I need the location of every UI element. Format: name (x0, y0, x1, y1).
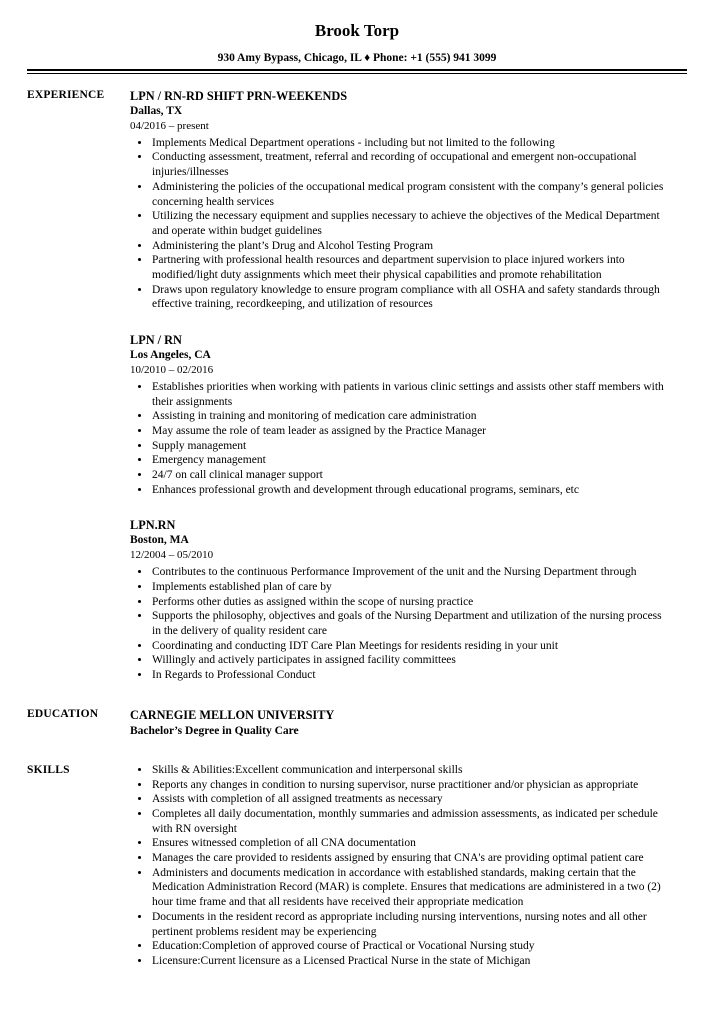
section-skills (27, 763, 687, 969)
section-label-skills: SKILLS (27, 763, 70, 776)
bullet-item: • Establishes priorities when working with patients in various clinic settings and assists other staff members with their assignments (151, 380, 667, 409)
job-location: Dallas, TX (130, 105, 183, 117)
job-title: LPN / RN-RD SHIFT PRN-WEEKENDS (130, 89, 348, 103)
job-dates: 10/2010 – 02/2016 (130, 363, 214, 376)
bullet-item: • Contributes to the continuous Performance Improvement of the unit and the Nursing Department through (151, 565, 667, 580)
bullet-item: • Emergency management (151, 453, 667, 468)
education-school: CARNEGIE MELLON UNIVERSITY (130, 707, 335, 722)
section-label-experience: EXPERIENCE (27, 89, 105, 101)
education-content (130, 707, 667, 739)
bullet-item: • Implements established plan of care by (151, 580, 667, 595)
bullet-item: • Draws upon regulatory knowledge to ensure program compliance with all OSHA and safety standards through effective training, recordkeeping, and utilization of resources (151, 283, 667, 312)
job-entry (130, 517, 667, 682)
section-experience (27, 88, 687, 683)
bullet-item: • Education:Completion of approved course of Practical or Vocational Nursing study (151, 939, 667, 954)
education-degree: Bachelor’s Degree in Quality Care (130, 724, 299, 737)
job-bullet-list (130, 565, 667, 683)
bullet-item: • Assisting in training and monitoring of medication care administration (151, 409, 667, 424)
experience-content (130, 88, 667, 683)
bullet-item: • Completes all daily documentation, monthly summaries and admission assessments, as indicated per schedule with RN oversight (151, 807, 667, 836)
job-location: Los Angeles, CA (130, 349, 211, 362)
bullet-item: • Partnering with professional health resources and department supervision to place injured workers into modified/light duty assignments which meet their physical capabilities and promote rehabilitation (151, 253, 667, 282)
bullet-item: • Implements Medical Department operations - including but not limited to the following (151, 136, 667, 151)
bullet-item: • Utilizing the necessary equipment and supplies necessary to achieve the objectives of the Medical Department and operate within budget guidelines (151, 209, 667, 238)
bullet-item: • May assume the role of team leader as assigned by the Practice Manager (151, 424, 667, 439)
job-bullet-list (130, 380, 667, 498)
bullet-item: • Conducting assessment, treatment, referral and recording of occupational and emergent non-occupational injuries/illnesses (151, 150, 667, 179)
bullet-item: • Supply management (151, 439, 667, 454)
job-title: LPN / RN (130, 333, 182, 348)
job-title: LPN.RN (130, 518, 176, 533)
bullet-item: • Assists with completion of all assigned treatments as necessary (151, 792, 667, 807)
bullet-item: • Enhances professional growth and development through educational programs, seminars, etc (151, 483, 667, 498)
bullet-item: • Coordinating and conducting IDT Care Plan Meetings for residents residing in your unit (151, 639, 667, 654)
resume-body (27, 88, 687, 969)
bullet-item: • Willingly and actively participates in assigned facility committees (151, 653, 667, 668)
job-bullet-list (130, 136, 667, 312)
bullet-item: • Administers and documents medication in accordance with established standards, making certain that the Medication Administration Record (MAR) is complete. Ensures that medications are administered in a two (2) hour time frame and that all residents have received their appropriate medication (151, 866, 667, 910)
skills-bullet-list (130, 763, 667, 969)
section-label-education: EDUCATION (27, 707, 99, 720)
bullet-item: • Performs other duties as assigned within the scope of nursing practice (151, 595, 667, 610)
job-dates: 04/2016 – present (130, 119, 209, 132)
bullet-item: • Ensures witnessed completion of all CNA documentation (151, 836, 667, 851)
bullet-item: • Administering the policies of the occupational medical program consistent with the company’s general policies concerning health services (151, 180, 667, 209)
bullet-item: • Reports any changes in condition to nursing supervisor, nurse practitioner and/or physician as appropriate (151, 778, 667, 793)
resume-name: Brook Torp (314, 21, 400, 40)
header-divider (27, 69, 687, 74)
bullet-item: • Documents in the resident record as appropriate including nursing interventions, nursing notes and all other pertinent problems resident may be experiencing (151, 910, 667, 939)
bullet-item: • Manages the care provided to residents assigned by ensuring that CNA's are providing optimal patient care (151, 851, 667, 866)
contact-line: 930 Amy Bypass, Chicago, IL ♦ Phone: +1 (555) 941 3099 (217, 52, 497, 64)
job-entry (130, 332, 667, 497)
bullet-item: • 24/7 on call clinical manager support (151, 468, 667, 483)
job-dates: 12/2004 – 05/2010 (130, 549, 214, 562)
skills-content (130, 763, 667, 969)
bullet-item: • Supports the philosophy, objectives and goals of the Nursing Department and utilization of the nursing process in the delivery of quality resident care (151, 609, 667, 638)
bullet-item: • Administering the plant’s Drug and Alcohol Testing Program (151, 239, 667, 254)
section-education (27, 707, 687, 739)
bullet-item: • Skills & Abilities:Excellent communication and interpersonal skills (151, 763, 667, 778)
job-entry (130, 88, 667, 312)
bullet-item: • In Regards to Professional Conduct (151, 668, 667, 683)
resume-header (27, 20, 687, 74)
bullet-item: • Licensure:Current licensure as a Licensed Practical Nurse in the state of Michigan (151, 954, 667, 969)
job-location: Boston, MA (130, 534, 189, 547)
